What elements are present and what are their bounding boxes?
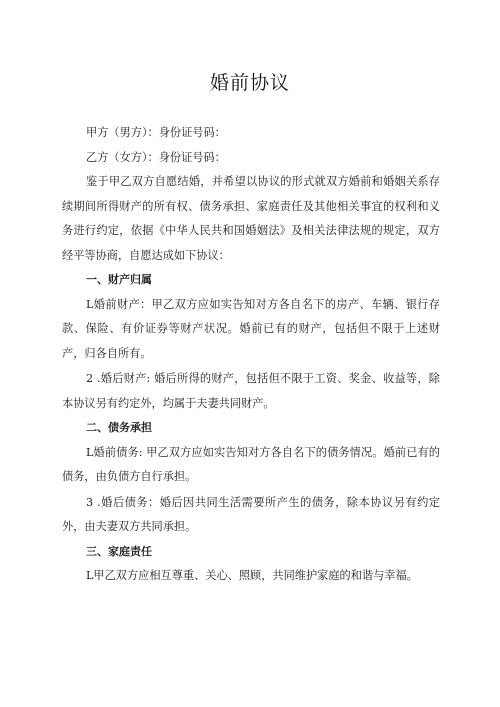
document-title: 婚前协议 <box>209 72 290 94</box>
section-heading-property: 一、财产归属 <box>86 273 152 286</box>
party-b-line: 乙方（女方）：身份证号码： <box>86 150 226 164</box>
document-body <box>62 121 440 589</box>
section-heading-family: 三、家庭责任 <box>86 544 152 558</box>
premarital-property-paragraph: L婚前财产：甲乙双方应如实告知对方各自名下的房产、车辆、银行存款、保险、有价证券等财产状况。婚前已有的财产，包括但不限于上述财产，归各自所有。 <box>62 297 440 360</box>
premarital-debt-paragraph: L婚前债务: 甲乙双方应如实告知对方各自名下的债务情况。婚前已有的债务，由负债方自行承担。 <box>62 445 440 483</box>
marital-debt-paragraph: 3 .婚后债务：婚后因共同生活需要所产生的债务，除本协议另有约定外，由夫妻双方共同承担。 <box>62 495 440 533</box>
family-responsibility-paragraph: L甲乙双方应相互尊重、关心、照顾，共同维护家庭的和谐与幸福。 <box>86 569 418 582</box>
preamble-paragraph: 鉴于甲乙双方自愿结婚，并希望以协议的形式就双方婚前和婚姻关系存续期间所得财产的所有权、债务承担、家庭责任及其他相关事宜的权利和义务进行约定，依据《中华人民共和国婚姻法》及相关法律法规的规定，双方经平等协商，自愿达成如下协议： <box>62 175 440 262</box>
party-a-line: 甲方（男方）：身份证号码： <box>86 126 226 139</box>
section-heading-debt: 二、债务承担 <box>86 421 152 434</box>
marital-property-paragraph: 2 .婚后财产: 婚后所得的财产，包括但不限于工资、奖金、收益等，除本协议另有约定外，均属于夫妻共同财产。 <box>62 372 440 410</box>
